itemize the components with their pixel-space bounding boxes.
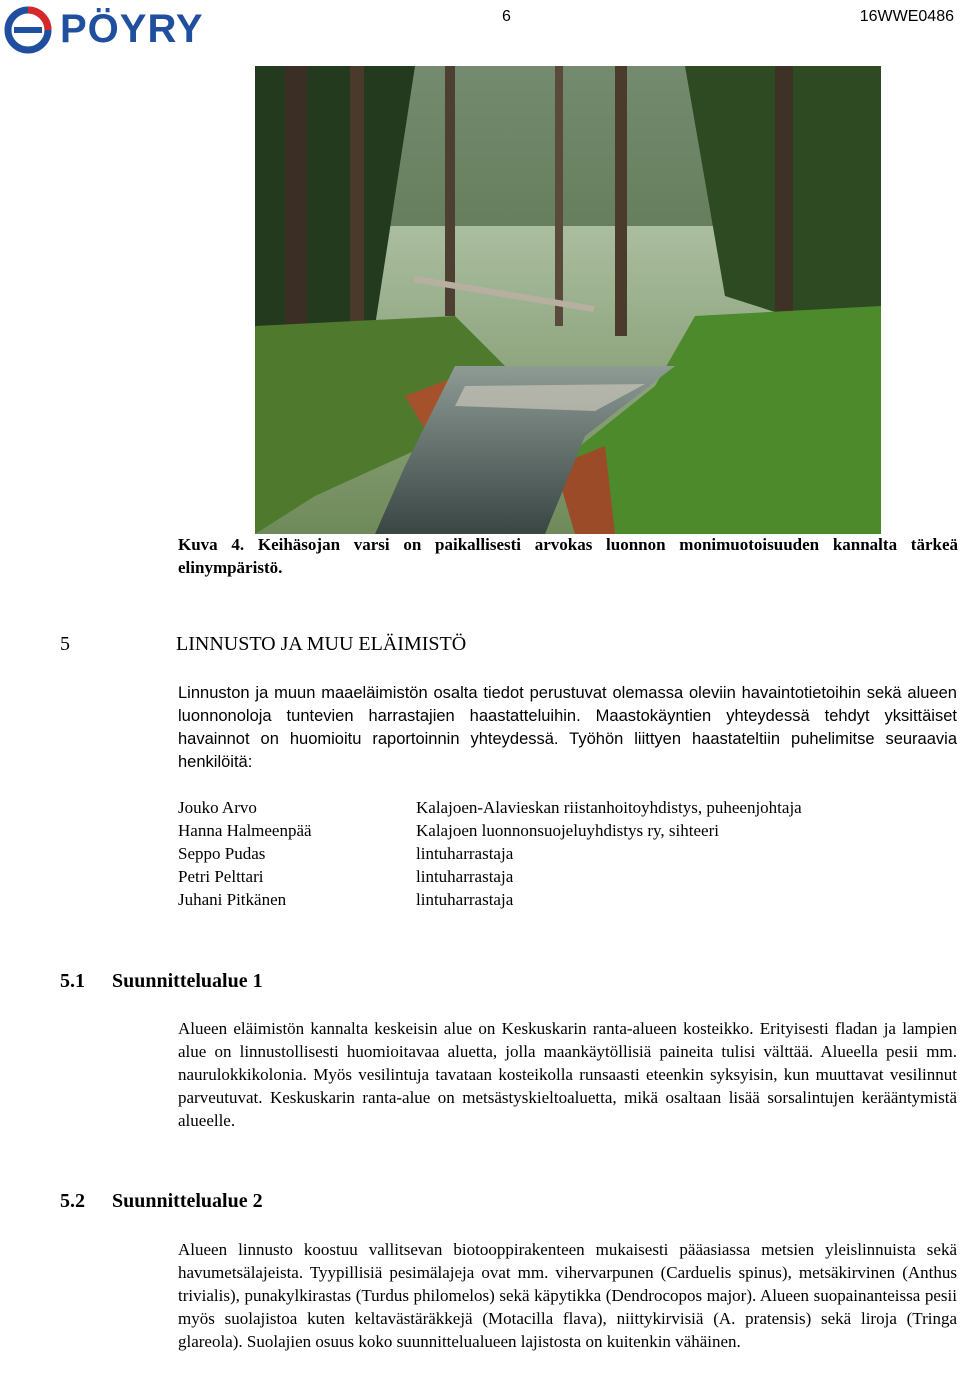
section-number: 5 [60, 633, 70, 655]
contact-role: lintuharrastaja [416, 890, 514, 909]
figure-caption: Kuva 4. Keihäsojan varsi on paikallisesti arvokas luonnon monimuotoisuuden kannalta tärkeä elinympäristö. [178, 535, 958, 577]
company-logo [4, 4, 244, 52]
contact-name: Juhani Pitkänen [178, 890, 287, 909]
contact-name: Seppo Pudas [178, 844, 266, 863]
section-title: Suunnittelualue 1 [112, 970, 263, 992]
contact-row [178, 796, 958, 819]
contact-name: Jouko Arvo [178, 798, 257, 817]
contact-role: lintuharrastaja [416, 844, 514, 863]
poyry-logo-icon [4, 6, 52, 54]
section-heading-5 [60, 633, 466, 656]
section-title: Suunnittelualue 2 [112, 1190, 263, 1212]
section-5-2-paragraph: Alueen linnusto koostuu vallitsevan biotooppirakenteen mukaisesti pääasiassa metsien yleislinnuista sekä havumetsälajeista. Tyypillisiä pesimälajeja ovat mm. vihervarpunen (Carduelis spinus), metsäkirvinen (Anthus trivialis), punakylkirastas (Turdus philomelos) sekä käpytikka (Dendrocopos major). Alueen suopainanteissa pesii myös suolajistoa kuten keltavästäräkkejä (Motacilla flava), niittykirvisiä (A. pratensis) sekä liroja (Tringa glareola). Suolajien osuus koko suunnittelualueen lajistosta on kuitenkin vähäinen. [178, 1240, 957, 1351]
contact-list [178, 796, 958, 911]
contact-row [178, 865, 958, 888]
forest-stream-image [255, 66, 881, 534]
contact-role: Kalajoen-Alavieskan riistanhoitoyhdistys, puheenjohtaja [416, 798, 802, 817]
section-heading-5-1 [60, 970, 263, 993]
page-number: 6 [502, 8, 511, 25]
contact-row [178, 888, 958, 911]
contact-role: lintuharrastaja [416, 867, 514, 886]
stream-photo [255, 66, 881, 534]
document-code: 16WWE0486 [859, 8, 954, 25]
section-5-paragraph: Linnuston ja muun maaeläimistön osalta tiedot perustuvat olemassa oleviin havaintotietoihin sekä alueen luonnonoloja tuntevien harrastajien haastatteluihin. Maastokäyntien yhteydessä tehdyt yksittäiset havainnot on huomioitu raportoinnin yhteydessä. Työhön liittyen haastateltiin puhelimitse seuraavia henkilöitä: [178, 684, 957, 771]
section-5-1-paragraph: Alueen eläimistön kannalta keskeisin alue on Keskuskarin ranta-alueen kosteikko. Erityisesti fladan ja lampien alue on linnustollisesti huomioitavaa aluetta, jolla maankäytöllisiä paineita tulisi välttää. Alueella pesii mm. naurulokkikolonia. Myös vesilintuja tavataan kosteikolla runsaasti eteenkin syksyisin, kun muuttavat vesilinnut parveutuvat. Keskuskarin ranta-alue on metsästyskieltoaluetta, mikä osaltaan lisää sorsalintujen kerääntymistä alueelle. [178, 1019, 957, 1130]
section-number: 5.1 [60, 970, 85, 992]
section-number: 5.2 [60, 1190, 85, 1212]
section-heading-5-2 [60, 1190, 263, 1213]
section-title: LINNUSTO JA MUU ELÄIMISTÖ [176, 633, 467, 655]
contact-row [178, 819, 958, 842]
contact-name: Hanna Halmeenpää [178, 821, 312, 840]
contact-row [178, 842, 958, 865]
logo-wordmark: PÖYRY [60, 7, 204, 51]
contact-name: Petri Pelttari [178, 867, 264, 886]
contact-role: Kalajoen luonnonsuojeluyhdistys ry, sihteeri [416, 821, 719, 840]
